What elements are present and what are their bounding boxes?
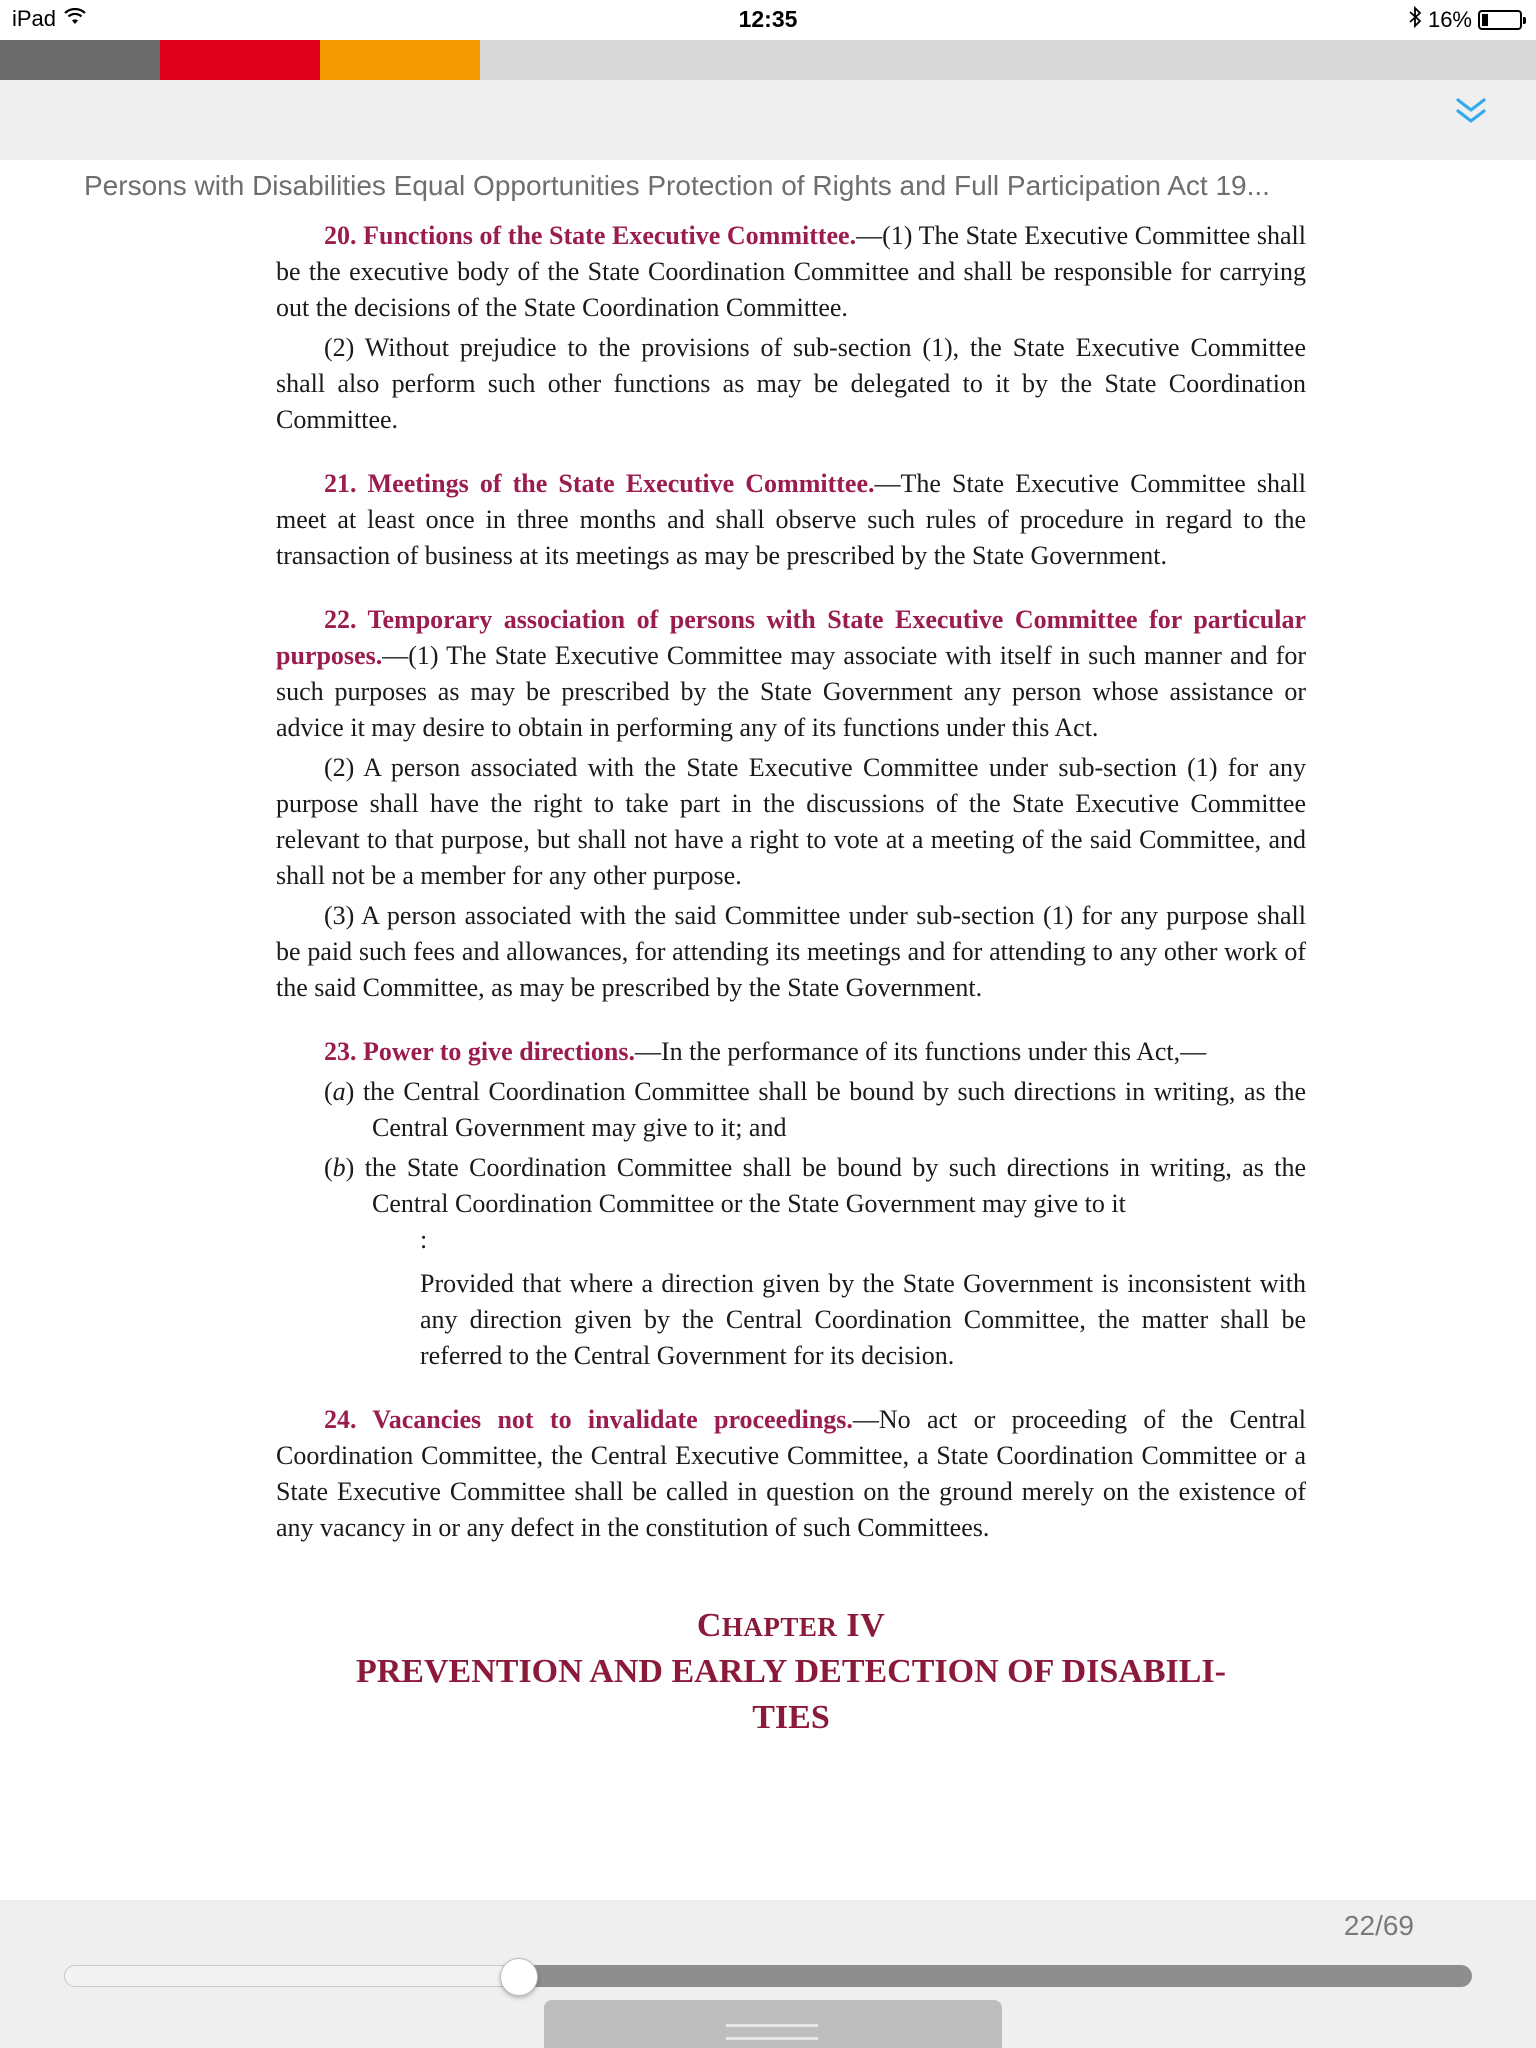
section-21-para-1 [276, 466, 1306, 574]
battery-percent: 16% [1427, 7, 1472, 32]
document-title: Persons with Disabilities Equal Opportunities Protection of Rights and Full Participation Act 19... [84, 170, 1270, 201]
chapter-word-rest: HAPTER [721, 1612, 838, 1642]
toolbar [0, 80, 1536, 160]
clause-b-text: the State Coordination Committee shall be bound by such directions in writing, as the Central Coordination Committee or the State Government may give to it [364, 1153, 1306, 1218]
chapter-number [276, 1604, 1306, 1649]
section-23-clause-b: (b) the State Coordination Committee shall be bound by such directions in writing, as the Central Coordination Committee or the State Government may give to it [324, 1153, 1306, 1218]
section-23-clause-a: (a) the Central Coordination Committee shall be bound by such directions in writing, as the Central Government may give to it; and [324, 1077, 1306, 1142]
chapter-title-line-1: PREVENTION AND EARLY DETECTION OF DISABILI- [355, 1653, 1226, 1690]
drawer-handle[interactable] [544, 2000, 1002, 2048]
section-20-text-1: —(1) The State Executive Committee shall be the executive body of the State Coordination Committee and shall be responsible for carrying out the decisions of the State Coordination Committee. [276, 221, 1306, 322]
document-content [276, 218, 1306, 1741]
page-slider-thumb[interactable] [500, 1958, 538, 1996]
bottom-bar [0, 1900, 1536, 2048]
section-22-para-1 [276, 602, 1306, 746]
section-24-heading: 24. Vacancies not to invalidate proceedings. [324, 1405, 853, 1434]
tab-strip [0, 40, 1536, 80]
section-23-heading: 23. Power to give directions. [324, 1037, 635, 1066]
chevron-double-down-icon [1454, 97, 1488, 125]
page-slider-progress[interactable] [64, 1965, 524, 1987]
section-22-para-2: (2) A person associated with the State Executive Committee under sub-section (1) for any purpose shall have the right to take part in the discussions of the State Executive Committee relevant to that purpose, but shall not have a right to vote at a meeting of the said Committee, and shall not be a member for any other purpose. [276, 753, 1306, 890]
section-21-heading: 21. Meetings of the State Executive Committee. [324, 469, 875, 498]
tab-2[interactable] [160, 40, 320, 80]
chapter-title-line-2: TIES [752, 1699, 830, 1736]
page-slider-remaining[interactable] [520, 1965, 1472, 1987]
chapter-numeral: IV [846, 1607, 886, 1644]
status-right [1408, 6, 1522, 34]
section-20-heading: 20. Functions of the State Executive Committee. [324, 221, 857, 250]
section-20-para-2: (2) Without prejudice to the provisions of sub-section (1), the State Executive Committee shall also perform such other functions as may be delegated to it by the State Coordination Committee. [276, 333, 1306, 434]
clause-a-text: the Central Coordination Committee shall be bound by such directions in writing, as the Central Government may give to it; and [362, 1077, 1306, 1142]
section-24-para-1 [276, 1402, 1306, 1546]
chapter-word-initial: C [696, 1607, 722, 1644]
section-22-heading: 22. Temporary association of persons with State Executive Committee for particular purposes. [276, 605, 1306, 670]
page-indicator: 22/69 [1343, 1910, 1414, 1941]
collapse-button[interactable] [1448, 88, 1494, 134]
clause-b-label: b [332, 1153, 346, 1182]
clause-a-label: a [332, 1077, 346, 1106]
battery-icon [1478, 10, 1522, 30]
section-22-para-3: (3) A person associated with the said Committee under sub-section (1) for any purpose shall be paid such fees and allowances, for attending its meetings and for attending to any other work of the said Committee, as may be prescribed by the State Government. [276, 901, 1306, 1002]
grip-icon [726, 2024, 818, 2040]
section-20-para-1 [276, 218, 1306, 326]
section-22-text-1: —(1) The State Executive Committee may associate with itself in such manner and for such purposes as may be prescribed by the State Government any person whose assistance or advice it may desire to obtain in performing any of its functions under this Act. [276, 641, 1306, 742]
device-label: iPad [12, 6, 57, 31]
section-24-text-1: —No act or proceeding of the Central Coordination Committee, the Central Executive Committee, a State Coordination Committee or a State Executive Committee shall be called in question on the ground merely on the existence of any vacancy in or any defect in the constitution of such Committees. [276, 1405, 1306, 1542]
bluetooth-icon [1408, 6, 1422, 34]
section-23-text-1: —In the performance of its functions under this Act,— [634, 1037, 1207, 1066]
status-bar [0, 0, 1536, 40]
tab-3[interactable] [320, 40, 480, 80]
chapter-heading [276, 1604, 1306, 1741]
section-23-para-1 [276, 1034, 1306, 1070]
section-23-proviso: Provided that where a direction given by the State Government is inconsistent with any direction given by the Central Coordination Committee, the matter shall be referred to the Central Government for its decision. [420, 1269, 1306, 1370]
status-time: 12:35 [738, 6, 798, 32]
section-21-text-1: —The State Executive Committee shall meet at least once in three months and shall observe such rules of procedure in regard to the transaction of business at its meetings as may be prescribed by the State Government. [276, 469, 1306, 570]
tab-1[interactable] [0, 40, 160, 80]
section-23-colon: : [420, 1225, 428, 1254]
